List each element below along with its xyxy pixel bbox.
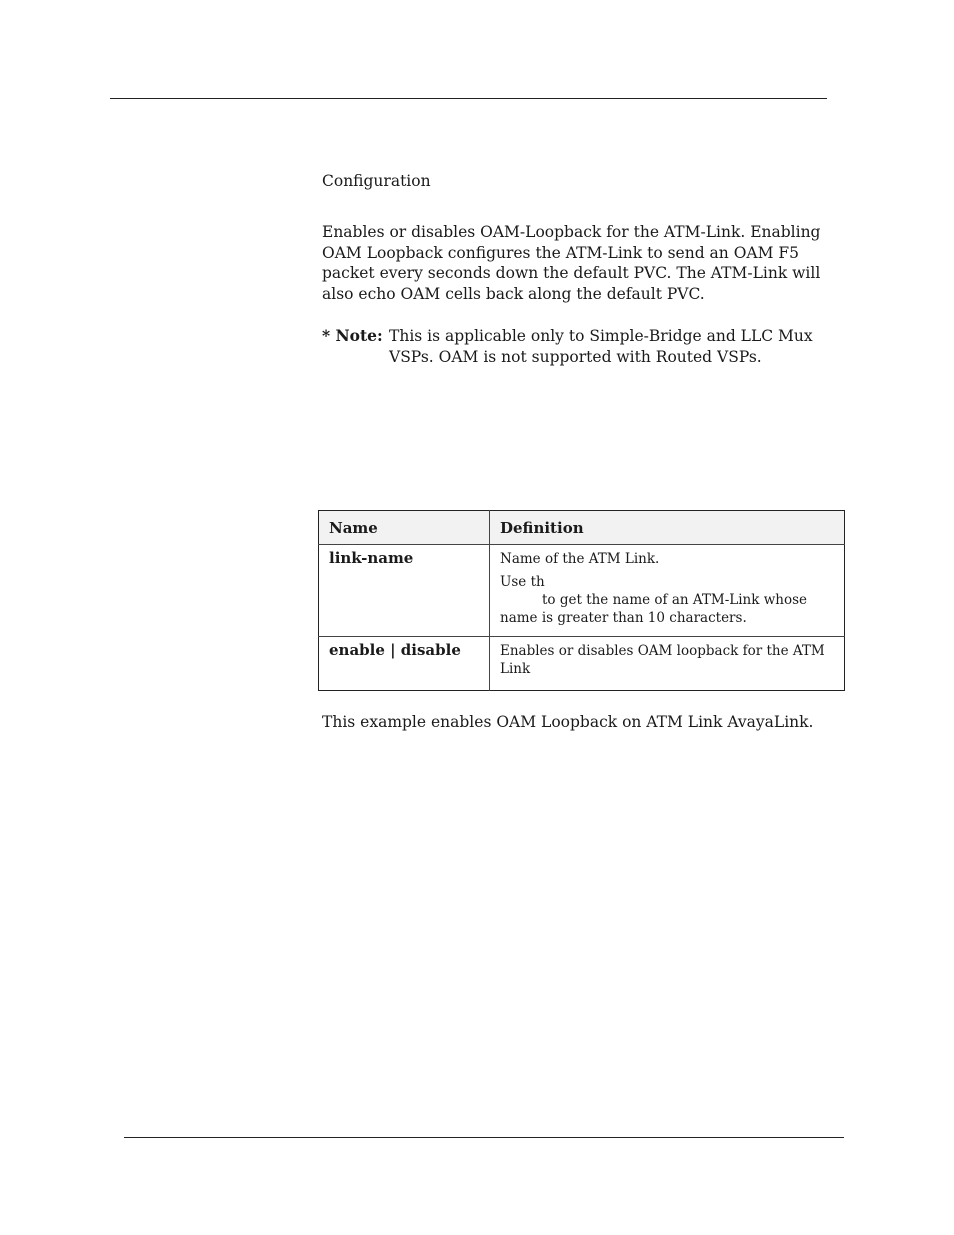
definition-text: to get the name of an ATM-Link whose — [542, 592, 808, 608]
definition-text: name is greater than 10 characters. — [500, 610, 747, 626]
parameter-name: link-name — [319, 545, 490, 637]
definition-text: Use th — [500, 574, 545, 590]
header-rule — [110, 98, 827, 99]
mode-text: Configuration — [322, 172, 431, 190]
description-paragraph: Enables or disables OAM-Loopback for the ATM-Link. Enabling OAM Loopback configures the ATM-Link to send an OAM F5 packet every seconds down the default PVC. The ATM-Link will also echo OAM cells back along the default PVC. — [322, 223, 821, 303]
table-header-row — [319, 511, 845, 545]
column-header-name: Name — [319, 511, 490, 545]
parameter-definition — [490, 545, 845, 637]
example-text: This example enables OAM Loopback on ATM Link AvayaLink. — [322, 713, 814, 731]
note-label: * Note: — [322, 326, 383, 345]
table-row — [319, 545, 845, 637]
parameter-definition — [490, 637, 845, 691]
definition-text: Enables or disables OAM loopback for the ATM Link — [500, 643, 825, 677]
note — [322, 326, 842, 367]
parameter-table — [318, 510, 845, 691]
table-row — [319, 637, 845, 691]
definition-text: Name of the ATM Link. — [500, 551, 660, 567]
note-text: This is applicable only to Simple-Bridge and LLC Mux VSPs. OAM is not supported with Routed VSPs. — [389, 327, 813, 366]
column-header-definition: Definition — [490, 511, 845, 545]
footer-rule — [124, 1137, 844, 1138]
parameter-name: enable | disable — [319, 637, 490, 691]
